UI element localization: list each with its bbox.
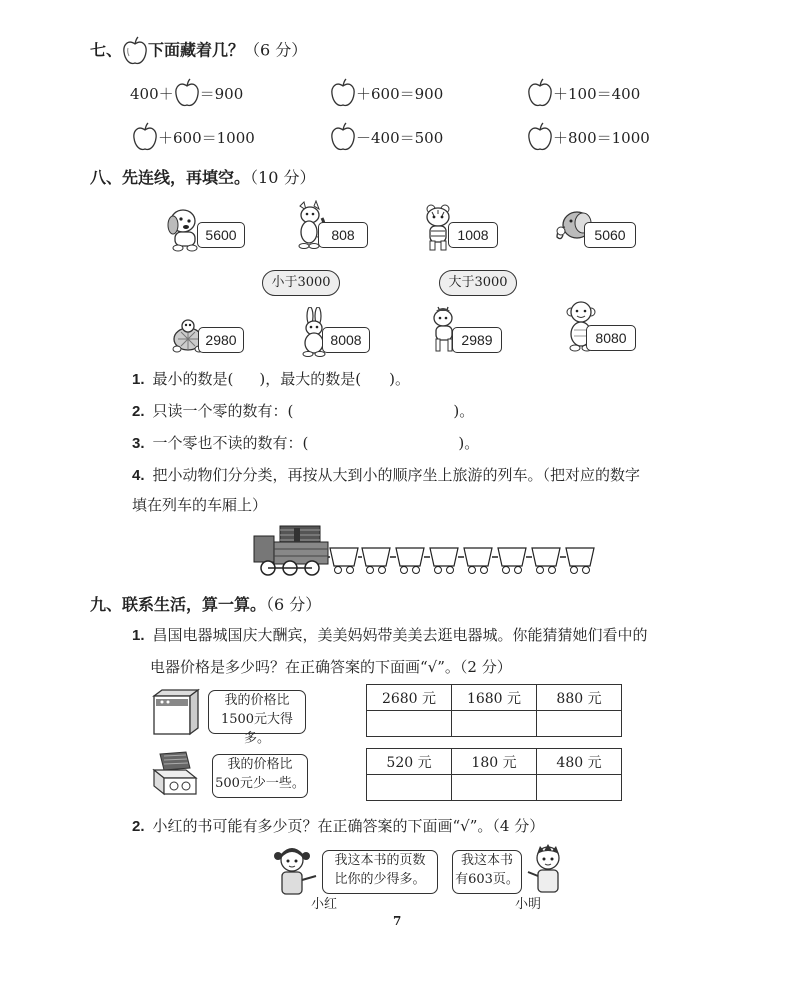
equation-2 <box>330 78 443 108</box>
number-card-8080[interactable]: 8080 <box>586 325 636 351</box>
equation-text: ＋800＝1000 <box>553 128 650 147</box>
train-car[interactable] <box>362 548 390 574</box>
question-text: )。 <box>453 402 475 420</box>
question-text: 最小的数是( <box>152 370 234 388</box>
price-cell: 880 元 <box>537 685 622 711</box>
girl-speech-bubble <box>322 850 438 894</box>
question-text: )。 <box>389 370 410 388</box>
section-9-heading: 九、联系生活，算一算。 <box>90 595 267 614</box>
price-cell: 2680 元 <box>367 685 452 711</box>
section-8-heading: 八、先连线，再填空。 <box>90 168 251 187</box>
page-number: 7 <box>393 914 402 928</box>
bubble-text: 500元少一些。 <box>215 776 305 791</box>
bubble-text: 比你的少得多。 <box>334 872 426 887</box>
train-car[interactable] <box>566 548 594 574</box>
check-cell[interactable] <box>537 711 622 737</box>
bubble-text: 我这本书的页数 <box>334 853 426 868</box>
apple-blank-icon[interactable] <box>330 78 356 108</box>
more-than-3000-label[interactable]: 大于3000 <box>439 270 517 296</box>
equation-text: ＋600＝900 <box>356 84 444 103</box>
number-card-808[interactable]: 808 <box>318 222 368 248</box>
question-text: 电器价格是多少吗？在正确答案的下面画“√”。（2 分） <box>150 658 512 676</box>
equation-3 <box>527 78 640 108</box>
bubble-text: 有603页。 <box>455 872 519 887</box>
equation-4 <box>132 122 255 152</box>
section-7-points: （6 分） <box>244 40 308 60</box>
fan-price-table <box>366 748 622 801</box>
question-number: 3. <box>132 435 145 452</box>
question-text: )，最大的数是( <box>259 370 362 388</box>
check-cell[interactable] <box>537 775 622 801</box>
question-text: 把小动物们分分类，再按从大到小的顺序坐上旅游的列车。（把对应的数字 <box>152 466 641 484</box>
price-cell: 180 元 <box>452 749 537 775</box>
question-8-4 <box>132 464 722 485</box>
question-9-1-line2 <box>150 656 512 677</box>
number-card-1008[interactable]: 1008 <box>448 222 498 248</box>
bubble-text: 我的价格比 <box>227 757 293 772</box>
question-number: 4. <box>132 467 145 484</box>
apple-blank-icon[interactable] <box>527 78 553 108</box>
question-8-2 <box>132 400 474 421</box>
less-than-3000-label[interactable]: 小于3000 <box>262 270 340 296</box>
section-9-points: （6 分） <box>266 595 322 614</box>
train-car[interactable] <box>532 548 560 574</box>
check-cell[interactable] <box>367 711 452 737</box>
number-card-5060[interactable]: 5060 <box>584 222 636 248</box>
section-7-heading: 下面藏着几？ <box>148 40 245 60</box>
question-9-2 <box>132 815 544 836</box>
number-card-8008[interactable]: 8008 <box>322 327 370 353</box>
train-car[interactable] <box>330 548 358 574</box>
section-8-points: （10 分） <box>250 168 316 187</box>
section-8-title <box>90 165 315 188</box>
question-8-1 <box>132 368 410 389</box>
question-number: 1. <box>132 371 145 388</box>
train-car[interactable] <box>498 548 526 574</box>
price-cell: 520 元 <box>367 749 452 775</box>
number-card-5600[interactable]: 5600 <box>197 222 245 248</box>
equation-1 <box>130 78 243 108</box>
bubble-text: 1500元大得多。 <box>220 712 294 746</box>
fan-speech-bubble <box>212 754 308 798</box>
question-text: )。 <box>458 434 480 452</box>
question-number: 2. <box>132 818 145 835</box>
apple-blank-icon[interactable] <box>527 122 553 152</box>
bubble-text: 我这本书 <box>460 853 513 868</box>
number-card-2989[interactable]: 2989 <box>452 327 502 353</box>
fan-icon <box>146 750 208 798</box>
train-car[interactable] <box>430 548 458 574</box>
boy-name-label: 小明 <box>515 897 542 912</box>
question-number: 2. <box>132 403 145 420</box>
equation-5 <box>330 122 443 152</box>
equation-6 <box>527 122 650 152</box>
question-text: 小红的书可能有多少页？在正确答案的下面画“√”。（4 分） <box>152 817 545 835</box>
equation-text: ＋600＝1000 <box>158 128 255 147</box>
equation-text: ＋100＝400 <box>553 84 641 103</box>
question-8-4-line2 <box>132 494 267 515</box>
number-card-2980[interactable]: 2980 <box>198 327 244 353</box>
price-cell: 480 元 <box>537 749 622 775</box>
question-9-1 <box>132 624 732 645</box>
section-7-title <box>90 36 307 66</box>
equation-text: －400＝500 <box>356 128 444 147</box>
price-cell: 1680 元 <box>452 685 537 711</box>
question-text: 一个零也不读的数有：( <box>152 434 309 452</box>
girl-xiaohong-icon <box>270 846 320 898</box>
question-8-3 <box>132 432 479 453</box>
check-cell[interactable] <box>367 775 452 801</box>
train-car[interactable] <box>396 548 424 574</box>
train-car[interactable] <box>464 548 492 574</box>
washing-machine-icon <box>150 686 202 738</box>
check-cell[interactable] <box>452 775 537 801</box>
question-text: 只读一个零的数有：( <box>152 402 294 420</box>
check-cell[interactable] <box>452 711 537 737</box>
question-number: 1. <box>132 627 145 644</box>
section-9-title <box>90 592 321 615</box>
apple-icon <box>122 36 148 66</box>
train-icon <box>250 522 602 580</box>
equation-text: ＝900 <box>199 84 244 103</box>
washer-speech-bubble <box>208 690 306 746</box>
boy-xiaoming-icon <box>524 842 572 894</box>
apple-blank-icon[interactable] <box>330 122 356 152</box>
section-7-number: 七、 <box>90 40 123 60</box>
question-text: 填在列车的车厢上） <box>132 496 268 514</box>
equation-text: 400＋ <box>130 84 174 103</box>
question-text: 昌国电器城国庆大酬宾，美美妈妈带美美去逛电器城。你能猜猜她们看中的 <box>152 626 648 644</box>
boy-speech-bubble <box>452 850 522 894</box>
apple-blank-icon[interactable] <box>174 78 200 108</box>
girl-name-label: 小红 <box>311 897 338 912</box>
apple-blank-icon[interactable] <box>132 122 158 152</box>
washer-price-table <box>366 684 622 737</box>
bubble-text: 我的价格比 <box>224 693 290 708</box>
